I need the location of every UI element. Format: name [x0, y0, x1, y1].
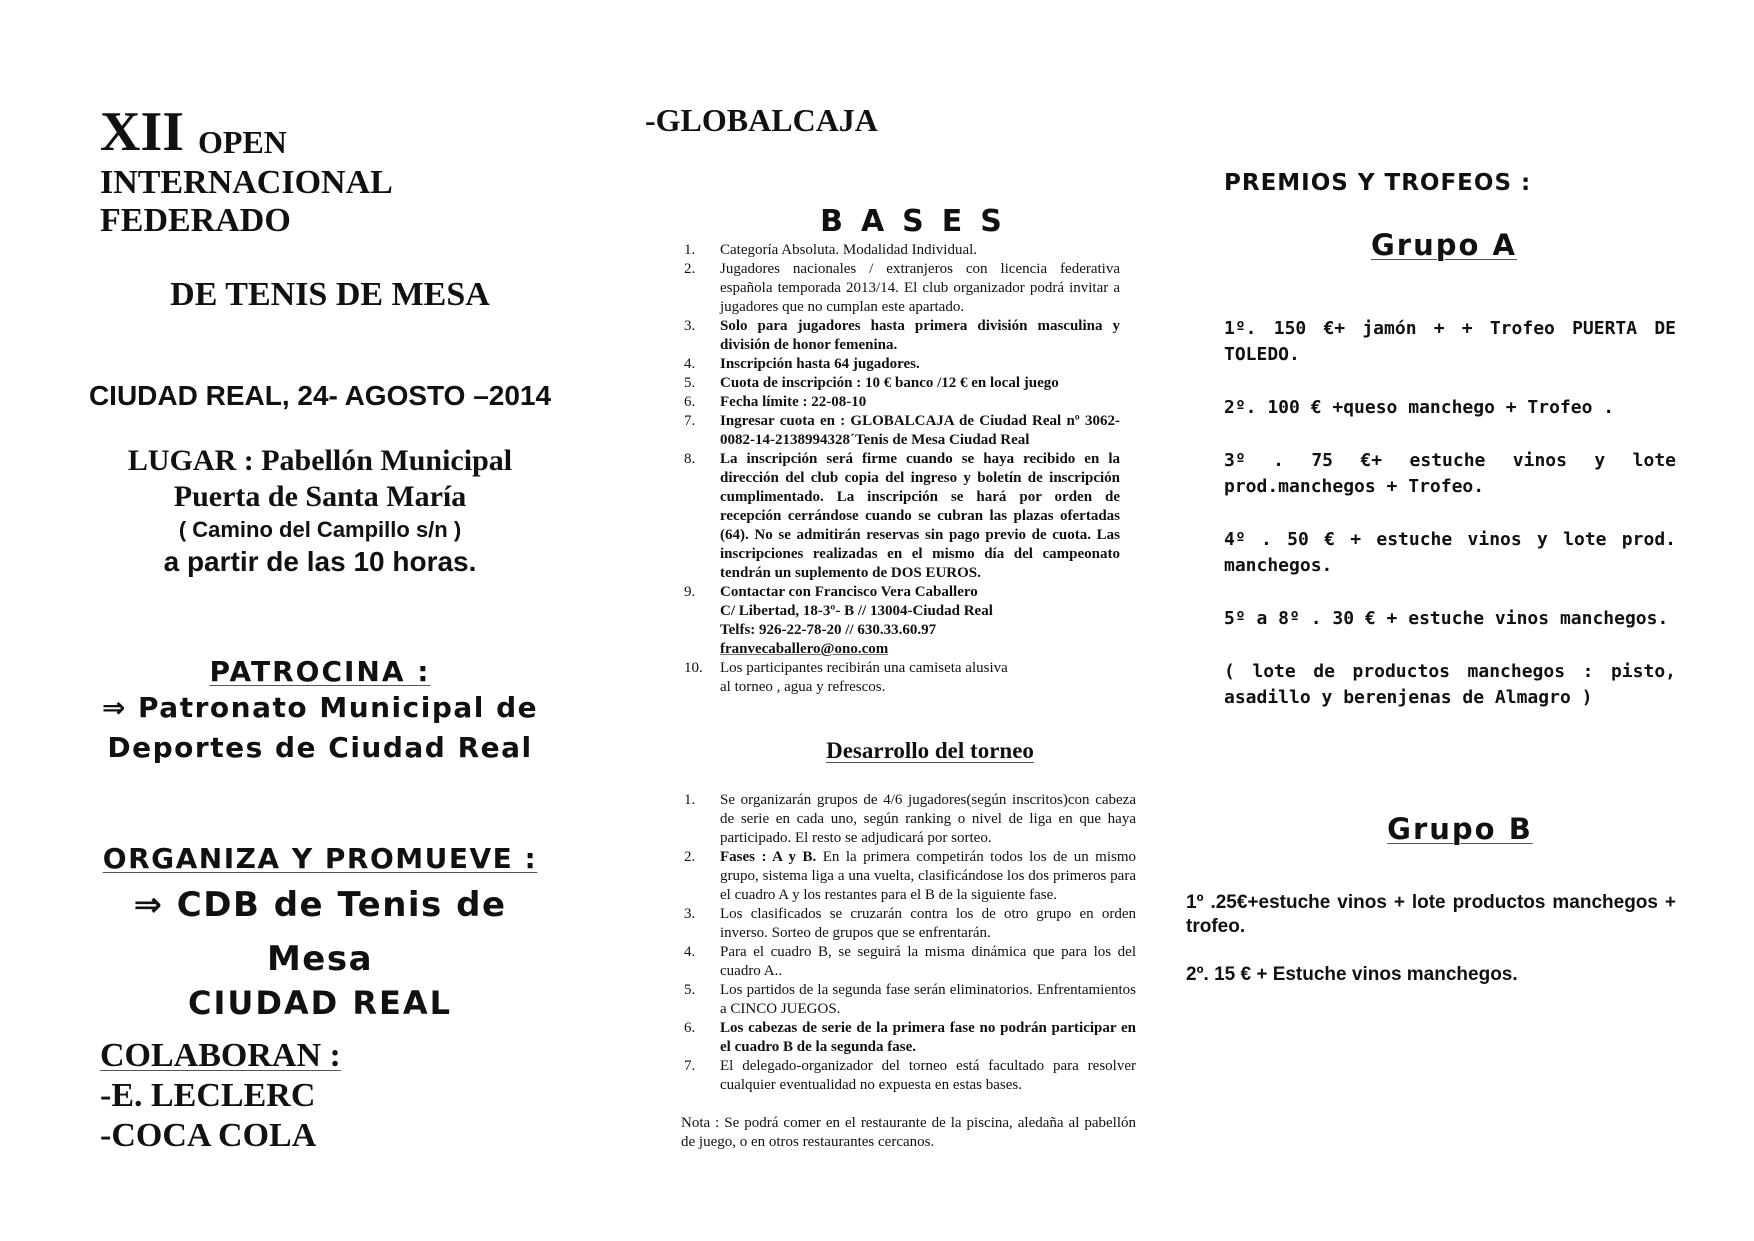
- contact-address: C/ Libertad, 18-3º- B // 13004-Ciudad Real: [720, 603, 993, 619]
- organizer-line: CIUDAD REAL: [187, 984, 453, 1022]
- item-text: En la primera competirán todos los de un mismo grupo, sistema liga a una vuelta, clasificándose los dos primeros para el cuadro A y los restantes para el B de la siguiente fase.: [720, 849, 1136, 903]
- venue-address: ( Camino del Campillo s/n ): [178, 517, 462, 542]
- item-number: 3.: [684, 318, 696, 334]
- group-b-title: Grupo B: [1387, 812, 1533, 846]
- item-number: 1.: [684, 792, 696, 808]
- list-item: [680, 981, 1136, 1019]
- item-text: Ingresar cuota en : GLOBALCAJA de Ciudad Real nº 3062-0082-14-2138994328´Tenis de Mesa Ciudad Real: [720, 413, 1120, 448]
- item-number: 6.: [684, 1020, 696, 1036]
- sponsor-line: Deportes de Ciudad Real: [107, 731, 533, 764]
- item-text: El delegado-organizador del torneo está facultado para resolver cualquier eventualidad no expuesta en estas bases.: [720, 1058, 1136, 1093]
- list-item: [680, 260, 1120, 317]
- prize-item: 3º . 75 €+ estuche vinos y lote prod.manchegos + Trofeo.: [1224, 450, 1676, 497]
- collaborator-item: -COCA COLA: [100, 1117, 317, 1154]
- prize-item: 4º . 50 € + estuche vinos y lote prod. manchegos.: [1224, 529, 1676, 576]
- item-number: 5.: [684, 982, 696, 998]
- list-item: [680, 374, 1120, 393]
- venue-line: LUGAR : Pabellón Municipal: [127, 444, 513, 477]
- list-item: [680, 355, 1120, 374]
- item-text: Fecha límite : 22-08-10: [720, 394, 867, 410]
- collaborators-block: [100, 1036, 341, 1156]
- list-item: [680, 241, 1120, 260]
- venue-time: a partir de las 10 horas.: [163, 546, 477, 577]
- group-b-prizes: [1186, 891, 1676, 1011]
- list-item: [680, 1019, 1136, 1057]
- group-a-title: Grupo A: [1371, 228, 1517, 262]
- item-number: 10.: [684, 660, 703, 676]
- list-item: [680, 943, 1136, 981]
- contact-email-link[interactable]: franvecaballero@ono.com: [720, 641, 889, 657]
- organizer-line: ⇒ CDB de Tenis de: [133, 885, 507, 925]
- desarrollo-title: Desarrollo del torneo: [826, 738, 1034, 763]
- title-open: OPEN: [198, 124, 287, 160]
- item-text: Para el cuadro B, se seguirá la misma dinámica que para los del cuadro A..: [720, 944, 1136, 979]
- list-item: [680, 1057, 1136, 1095]
- item-lead: Fases : A y B.: [720, 849, 817, 865]
- list-item: [680, 412, 1120, 450]
- prizes-title: PREMIOS Y TROFEOS :: [1224, 170, 1532, 196]
- organizer-heading: ORGANIZA Y PROMUEVE :: [102, 842, 538, 875]
- contact-name: Contactar con Francisco Vera Caballero: [720, 584, 978, 600]
- item-number: 7.: [684, 413, 696, 429]
- desarrollo-list: [680, 791, 1136, 1095]
- title-roman-numeral: XII: [100, 101, 185, 163]
- item-number: 4.: [684, 356, 696, 372]
- sponsor-heading: PATROCINA :: [209, 655, 431, 688]
- item-number: 5.: [684, 375, 696, 391]
- item-text: Se organizarán grupos de 4/6 jugadores(según inscritos)con cabeza de serie en cada uno, según ranking o nivel de liga en que haya participado. El resto se adjudicará por sorteo.: [720, 792, 1136, 846]
- item-number: 6.: [684, 394, 696, 410]
- item-text: Solo para jugadores hasta primera división masculina y división de honor femenina.: [720, 318, 1120, 353]
- list-item: [680, 450, 1120, 583]
- item-number: 2.: [684, 261, 696, 277]
- collaborator-item: -GLOBALCAJA: [645, 102, 878, 138]
- list-item: [680, 848, 1136, 905]
- collaborators-heading: COLABORAN :: [100, 1037, 341, 1074]
- title-internacional: INTERNACIONAL: [100, 164, 393, 201]
- item-text: Jugadores nacionales / extranjeros con licencia federativa española temporada 2013/14. El club organizador podrá invitar a jugadores que no cumplan este apartado.: [720, 261, 1120, 315]
- item-text: La inscripción será firme cuando se haya recibido en la dirección del club copia del ingreso y boletín de inscripción cumplimentado. La inscripción se hará por orden de recepción cerrándose cuando se cubran las plazas ofertadas (64). No se admitirán reservas sin pago previo de cuota. Las inscripciones realizadas en el mismo día del campeonato tendrán un suplemento de DOS EUROS.: [720, 451, 1120, 581]
- contact-phones: Telfs: 926-22-78-20 // 630.33.60.97: [720, 622, 937, 638]
- title-tenis-de-mesa: DE TENIS DE MESA: [170, 276, 490, 313]
- item-number: 9.: [684, 584, 696, 600]
- item-text: Los participantes recibirán una camiseta alusiva: [720, 660, 1008, 676]
- prize-item: 5º a 8º . 30 € + estuche vinos manchegos.: [1224, 608, 1669, 629]
- sponsor-line: ⇒ Patronato Municipal de: [101, 691, 539, 724]
- item-number: 2.: [684, 849, 696, 865]
- note: Nota : Se podrá comer en el restaurante de la piscina, aledaña al pabellón de juego, o en otros restaurantes cercanos.: [681, 1115, 1136, 1150]
- item-text: Inscripción hasta 64 jugadores.: [720, 356, 920, 372]
- item-text: al torneo , agua y refrescos.: [720, 679, 886, 695]
- list-item: [680, 659, 1120, 697]
- item-text: Los cabezas de serie de la primera fase no podrán participar en el cuadro B de la segunda fase.: [720, 1020, 1136, 1055]
- venue-block: [0, 443, 640, 579]
- title-federado: FEDERADO: [100, 202, 291, 239]
- item-text: Los clasificados se cruzarán contra los de otro grupo en orden inverso. Sorteo de grupos que se enfrentarán.: [720, 906, 1136, 941]
- item-number: 4.: [684, 944, 696, 960]
- bases-list: [680, 241, 1120, 697]
- item-number: 7.: [684, 1058, 696, 1074]
- prize-note: ( lote de productos manchegos : pisto, asadillo y berenjenas de Almagro ): [1224, 661, 1676, 708]
- venue-line: Puerta de Santa María: [173, 480, 467, 513]
- prize-item: 2º. 100 € +queso manchego + Trofeo .: [1224, 397, 1615, 418]
- item-text: Los partidos de la segunda fase serán eliminatorios. Enfrentamientos a CINCO JUEGOS.: [720, 982, 1136, 1017]
- event-date: CIUDAD REAL, 24- AGOSTO –2014: [88, 380, 552, 411]
- organizer-line: Mesa: [266, 939, 374, 979]
- item-text: Categoría Absoluta. Modalidad Individual.: [720, 242, 978, 258]
- list-item: [680, 905, 1136, 943]
- prize-item: 2º. 15 € + Estuche vinos manchegos.: [1186, 964, 1518, 985]
- list-item: [680, 317, 1120, 355]
- item-number: 3.: [684, 906, 696, 922]
- item-number: 8.: [684, 451, 696, 467]
- organizer-block: [0, 842, 640, 1023]
- bases-title: BASES: [820, 204, 1020, 239]
- list-item: [680, 791, 1136, 848]
- collaborator-item: -E. LECLERC: [100, 1077, 316, 1114]
- prize-item: 1º. 150 €+ jamón + + Trofeo PUERTA DE TOLEDO.: [1224, 318, 1676, 365]
- group-a-prizes: [1224, 316, 1676, 738]
- item-text: Cuota de inscripción : 10 € banco /12 € en local juego: [720, 375, 1059, 391]
- list-item: [680, 393, 1120, 412]
- sponsor-block: [0, 655, 640, 768]
- prize-item: 1º .25€+estuche vinos + lote productos manchegos + trofeo.: [1186, 892, 1676, 937]
- contact-item: [680, 583, 1120, 659]
- item-number: 1.: [684, 242, 696, 258]
